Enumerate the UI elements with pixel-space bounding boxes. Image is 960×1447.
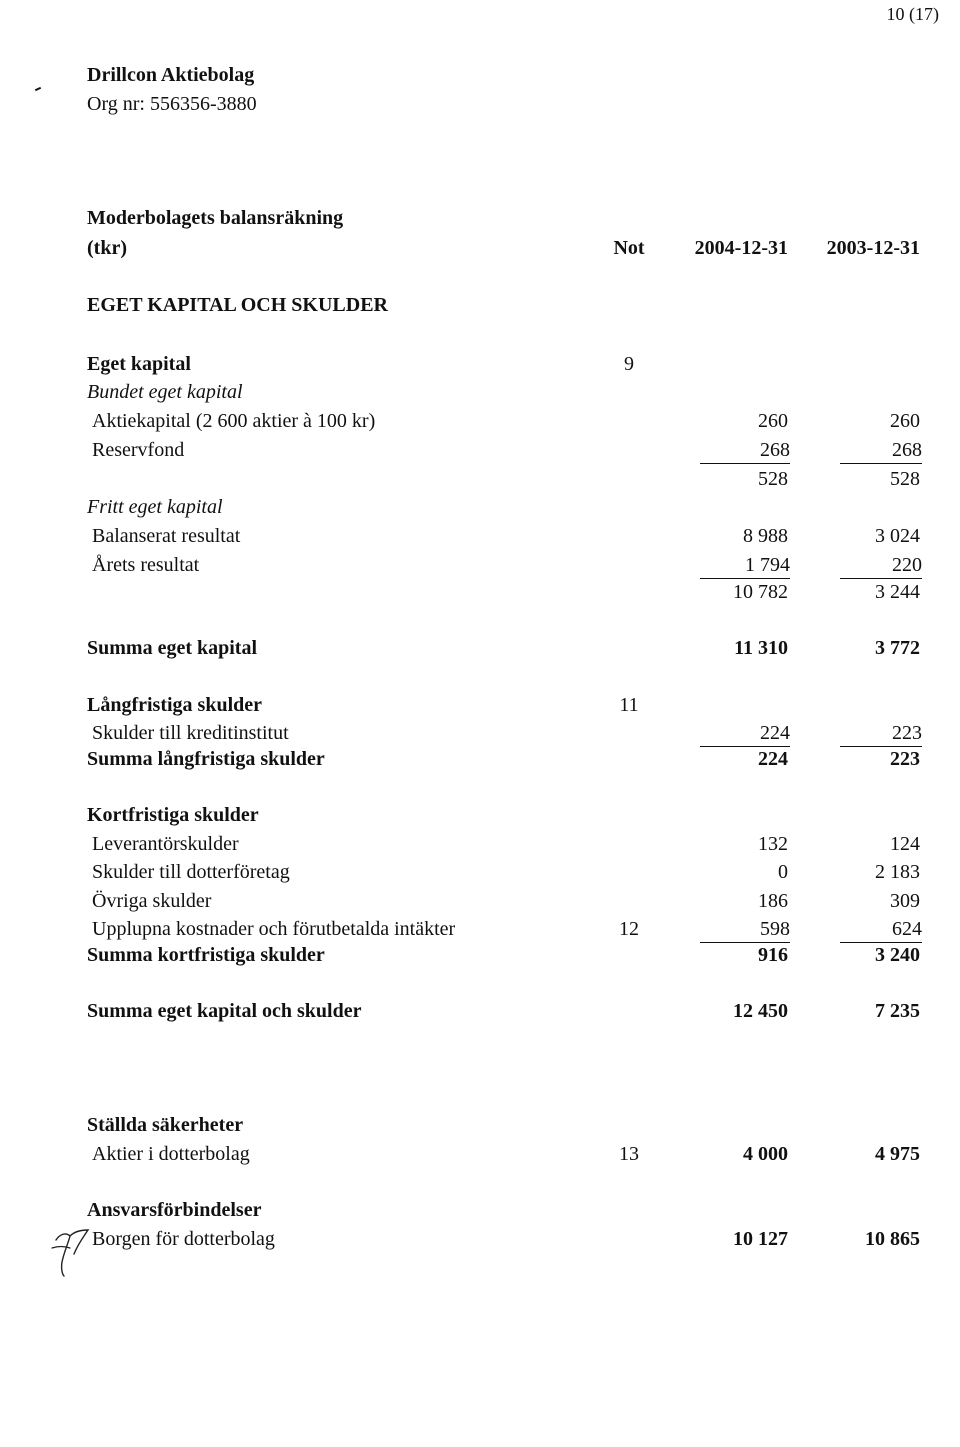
note-ref: 9 (624, 353, 634, 375)
value-2004: 1 794 (700, 552, 790, 579)
row-label: Övriga skulder (92, 890, 212, 912)
value-2004: 4 000 (743, 1143, 788, 1165)
handwritten-initials-icon (44, 1218, 94, 1278)
table-row (0, 916, 960, 944)
table-row (0, 523, 960, 551)
table-row (0, 552, 960, 580)
row-label: Kortfristiga skulder (87, 804, 259, 826)
value-2003: 260 (890, 410, 920, 432)
subtotal-2004: 10 782 (733, 581, 788, 603)
value-2003: 124 (890, 833, 920, 855)
total-2004: 916 (758, 944, 788, 966)
value-2003: 309 (890, 890, 920, 912)
row-label: Eget kapital (87, 353, 191, 375)
row-label: Fritt eget kapital (87, 496, 223, 518)
value-2004: 268 (700, 437, 790, 464)
table-row (0, 859, 960, 887)
page-number: 10 (17) (886, 4, 939, 24)
row-label: Summa långfristiga skulder (87, 748, 325, 770)
value-2004: 598 (700, 916, 790, 943)
table-row (0, 437, 960, 465)
row-label: Skulder till dotterföretag (92, 861, 290, 883)
table-row (0, 746, 960, 774)
row-label: Bundet eget kapital (87, 381, 243, 403)
subtotal-2003: 528 (890, 468, 920, 490)
row-label: Summa eget kapital (87, 637, 257, 659)
table-row (0, 1226, 960, 1254)
company-name: Drillcon Aktiebolag (87, 64, 255, 86)
row-label: Ställda säkerheter (87, 1114, 244, 1136)
scan-mark (35, 87, 41, 91)
total-2003: 3 240 (875, 944, 920, 966)
value-2003: 223 (840, 720, 922, 747)
total-2004: 11 310 (734, 637, 788, 659)
table-row (0, 942, 960, 970)
table-row (0, 720, 960, 748)
column-header-2004: 2004-12-31 (694, 237, 788, 259)
row-label: Summa eget kapital och skulder (87, 1000, 362, 1022)
row-label: Balanserat resultat (92, 525, 241, 547)
total-2004: 224 (758, 748, 788, 770)
value-2003: 624 (840, 916, 922, 943)
note-ref: 11 (619, 694, 639, 716)
value-2003: 220 (840, 552, 922, 579)
table-row (0, 1197, 960, 1225)
value-2004: 0 (778, 861, 788, 883)
grand-total-2004: 12 450 (733, 1000, 788, 1022)
column-header-2003: 2003-12-31 (826, 237, 920, 259)
row-label: Ansvarsförbindelser (87, 1199, 262, 1221)
unit-label: (tkr) (87, 237, 127, 259)
row-label: Leverantörskulder (92, 833, 239, 855)
table-row (0, 494, 960, 522)
table-row (0, 802, 960, 830)
table-row (0, 408, 960, 436)
total-2003: 223 (890, 748, 920, 770)
row-label: Årets resultat (92, 554, 200, 576)
row-label: Aktier i dotterbolag (92, 1143, 250, 1165)
table-row (0, 888, 960, 916)
subtotal-2004: 528 (758, 468, 788, 490)
value-2004: 224 (700, 720, 790, 747)
value-2003: 2 183 (875, 861, 920, 883)
value-2003: 268 (840, 437, 922, 464)
total-2003: 3 772 (875, 637, 920, 659)
table-row (0, 692, 960, 720)
table-row (0, 635, 960, 663)
value-2003: 4 975 (875, 1143, 920, 1165)
table-row (0, 579, 960, 607)
table-row (0, 998, 960, 1026)
section-heading: EGET KAPITAL OCH SKULDER (87, 294, 388, 316)
row-label: Långfristiga skulder (87, 694, 263, 716)
grand-total-2003: 7 235 (875, 1000, 920, 1022)
note-ref: 12 (619, 918, 639, 940)
row-label: Skulder till kreditinstitut (92, 722, 289, 744)
row-label: Reservfond (92, 439, 185, 461)
row-label: Summa kortfristiga skulder (87, 944, 325, 966)
table-row (0, 351, 960, 379)
value-2004: 10 127 (733, 1228, 788, 1250)
value-2004: 8 988 (743, 525, 788, 547)
value-2003: 3 024 (875, 525, 920, 547)
note-ref: 13 (619, 1143, 639, 1165)
subtotal-2003: 3 244 (875, 581, 920, 603)
value-2003: 10 865 (865, 1228, 920, 1250)
row-label: Upplupna kostnader och förutbetalda intäkter (92, 918, 456, 940)
table-row (0, 831, 960, 859)
row-label: Borgen för dotterbolag (92, 1228, 275, 1250)
value-2004: 132 (758, 833, 788, 855)
org-number: Org nr: 556356-3880 (87, 93, 257, 115)
value-2004: 186 (758, 890, 788, 912)
table-row (0, 1112, 960, 1140)
column-header-not: Not (613, 237, 645, 259)
value-2004: 260 (758, 410, 788, 432)
row-label: Aktiekapital (2 600 aktier à 100 kr) (92, 410, 376, 432)
table-row (0, 466, 960, 494)
sheet-title: Moderbolagets balansräkning (87, 207, 344, 229)
table-row (0, 1141, 960, 1169)
table-row (0, 379, 960, 407)
